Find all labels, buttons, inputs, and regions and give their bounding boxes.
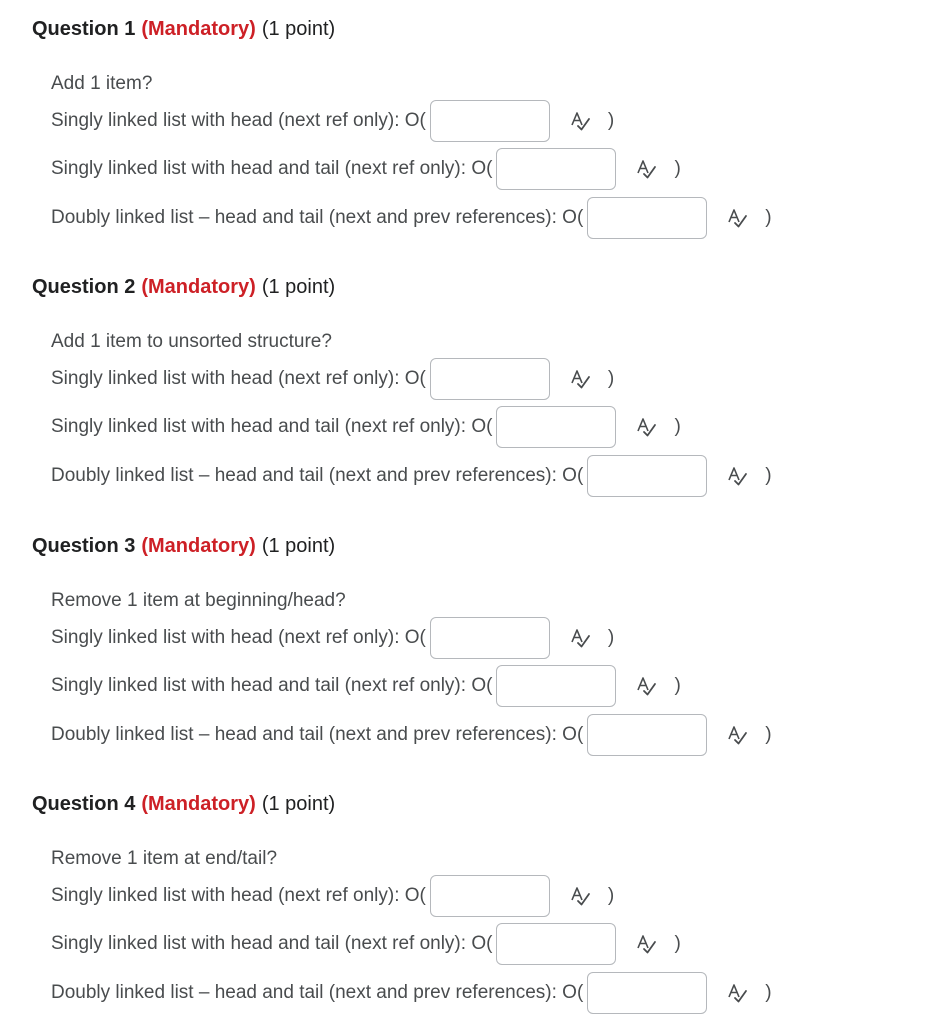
question-title (32, 16, 335, 42)
close-paren: ) (674, 158, 681, 179)
big-o-input[interactable] (430, 617, 550, 659)
spellcheck-icon[interactable] (568, 884, 592, 908)
question-prompt: Add 1 item to unsorted structure? (51, 331, 332, 352)
question-prompt: Add 1 item? (51, 73, 153, 94)
question-4 (0, 775, 931, 1025)
row-label: Doubly linked list – head and tail (next and prev references): O( (51, 724, 584, 745)
close-paren: ) (607, 110, 615, 131)
row-label: Singly linked list with head (next ref only): O( (51, 885, 426, 906)
mandatory-label: (Mandatory) (141, 276, 256, 298)
answer-row-singly-head (51, 873, 614, 919)
points-label: (1 point) (261, 535, 336, 557)
row-label: Singly linked list with head and tail (next ref only): O( (51, 675, 493, 696)
big-o-input[interactable] (587, 455, 707, 497)
points-label: (1 point) (261, 793, 336, 815)
spellcheck-icon[interactable] (725, 723, 749, 747)
question-title (32, 791, 335, 817)
answer-row-singly-head (51, 356, 614, 402)
answer-row-singly-head-tail (51, 921, 681, 967)
answer-row-singly-head (51, 98, 614, 144)
row-label: Singly linked list with head (next ref only): O( (51, 627, 426, 648)
question-title (32, 274, 335, 300)
big-o-input[interactable] (587, 972, 707, 1014)
big-o-input[interactable] (496, 148, 616, 190)
spellcheck-icon[interactable] (634, 415, 658, 439)
answer-row-singly-head-tail (51, 404, 681, 450)
answer-row-singly-head-tail (51, 663, 681, 709)
close-paren: ) (674, 416, 681, 437)
spellcheck-icon[interactable] (725, 206, 749, 230)
mandatory-label: (Mandatory) (141, 535, 256, 557)
spellcheck-icon[interactable] (568, 626, 592, 650)
points-label: (1 point) (261, 18, 336, 40)
spellcheck-icon[interactable] (634, 932, 658, 956)
close-paren: ) (765, 724, 772, 745)
spellcheck-icon[interactable] (725, 981, 749, 1005)
row-label: Singly linked list with head and tail (next ref only): O( (51, 416, 493, 437)
answer-row-doubly (51, 453, 772, 499)
big-o-input[interactable] (430, 875, 550, 917)
big-o-input[interactable] (496, 406, 616, 448)
row-label: Singly linked list with head and tail (next ref only): O( (51, 158, 493, 179)
question-number: Question 3 (32, 535, 136, 557)
spellcheck-icon[interactable] (634, 157, 658, 181)
question-2 (0, 258, 931, 508)
row-label: Doubly linked list – head and tail (next and prev references): O( (51, 465, 584, 486)
question-3 (0, 517, 931, 767)
mandatory-label: (Mandatory) (141, 793, 256, 815)
row-label: Singly linked list with head and tail (next ref only): O( (51, 933, 493, 954)
row-label: Singly linked list with head (next ref only): O( (51, 110, 426, 131)
question-number: Question 1 (32, 18, 136, 40)
close-paren: ) (765, 982, 772, 1003)
row-label: Doubly linked list – head and tail (next and prev references): O( (51, 207, 584, 228)
big-o-input[interactable] (587, 714, 707, 756)
answer-row-doubly (51, 195, 772, 241)
big-o-input[interactable] (430, 358, 550, 400)
big-o-input[interactable] (587, 197, 707, 239)
close-paren: ) (607, 368, 615, 389)
question-1 (0, 0, 931, 250)
question-prompt: Remove 1 item at beginning/head? (51, 590, 346, 611)
close-paren: ) (674, 933, 681, 954)
answer-row-doubly (51, 970, 772, 1016)
spellcheck-icon[interactable] (634, 674, 658, 698)
row-label: Singly linked list with head (next ref only): O( (51, 368, 426, 389)
spellcheck-icon[interactable] (568, 367, 592, 391)
close-paren: ) (607, 627, 615, 648)
big-o-input[interactable] (430, 100, 550, 142)
points-label: (1 point) (261, 276, 336, 298)
question-number: Question 2 (32, 276, 136, 298)
close-paren: ) (607, 885, 615, 906)
spellcheck-icon[interactable] (725, 464, 749, 488)
answer-row-singly-head-tail (51, 146, 681, 192)
big-o-input[interactable] (496, 923, 616, 965)
row-label: Doubly linked list – head and tail (next and prev references): O( (51, 982, 584, 1003)
close-paren: ) (765, 207, 772, 228)
spellcheck-icon[interactable] (568, 109, 592, 133)
big-o-input[interactable] (496, 665, 616, 707)
question-prompt: Remove 1 item at end/tail? (51, 848, 278, 869)
close-paren: ) (765, 465, 772, 486)
answer-row-singly-head (51, 615, 614, 661)
mandatory-label: (Mandatory) (141, 18, 256, 40)
question-number: Question 4 (32, 793, 136, 815)
question-title (32, 533, 335, 559)
close-paren: ) (674, 675, 681, 696)
answer-row-doubly (51, 712, 772, 758)
